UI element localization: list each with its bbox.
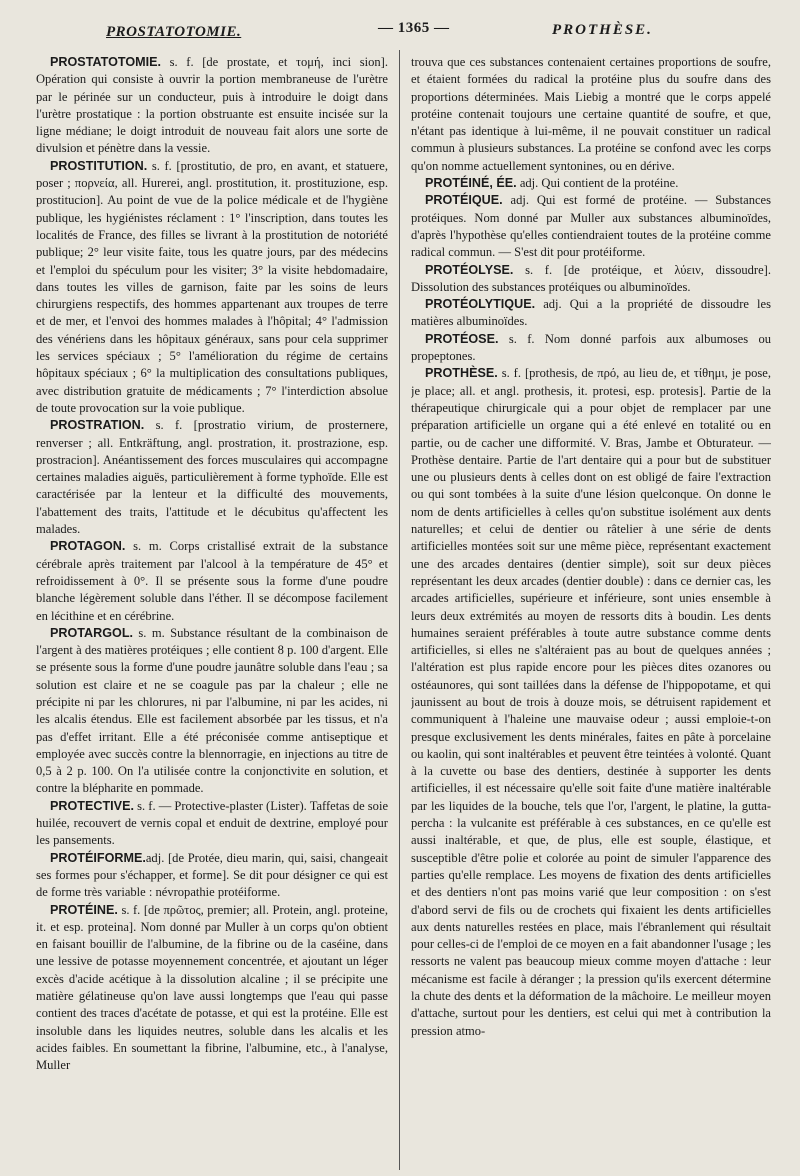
entry-headword: PROTÉINÉ, ÉE. (425, 176, 517, 191)
entry-headword: PROTARGOL. (50, 625, 134, 640)
column-divider (399, 50, 400, 1170)
entry-headword: PROSTATOTOMIE. (50, 55, 162, 69)
continuation-paragraph: trouva que ces substances contenaient certaines proportions de soufre, et étaient formées du radical la protéine plus du soufre dans des proportions déterminées. Mais Liebig a montré que le corps appelé protéine contenait toujours une certaine quantité de soufre, et que, n'étant pas identique à lui-même, il ne pouvait constituer un radical commun à plusieurs substances. La protéine se confond avec les corps qu'on nomme actuellement syntonines, ou en dérive. (411, 55, 771, 173)
entry-text: s. f. [prostitutio, de pro, en avant, et statuere, poser ; πορνεία, all. Hurerei, angl. prostitution, it. prostituzione, esp. prostitucion]. Au point de vue de la police médicale et de l'hygiène publique, les hygiénistes réclament : 1° l'inscription, dans toutes les localités de France, des filles se livrant à la prostitution de notoriété publique; 2° leur visite faite, tous les quatre jours, par des médecins et l'emploi du spéculum pour les visiter; 3° la visite hebdomadaire, dans toutes les villes de garnison, faite par les soins de leurs chirurgiens respectifs, des hommes appartenant aux troupes de terre et de mer, et l'envoi des hommes malades à l'hôpital; 4° l'admission des vénériens dans les hôpitaux généraux, sans pour cela supprimer les services spéciaux ; 5° l'amélioration du régime de certains hôpitaux spéciaux ; 6° la multiplication des consultations publiques, avec distribution gratuite de médicaments ; 7° l'interdiction absolue de toute provocation sur la voie publique. (36, 158, 388, 415)
dictionary-entry (36, 538, 388, 624)
dictionary-entry (36, 417, 388, 538)
entry-headword: PROSTITUTION. (50, 158, 148, 173)
entry-headword: PROTÉIQUE. (425, 193, 503, 208)
dictionary-entry (36, 902, 388, 1075)
entry-text: adj. Qui est formé de protéine. — Substances protéiques. Nom donné par Muller aux substances albuminoïdes, d'après l'hypothèse qu'elles contiendraient toutes de la protéine comme radical commun. — S'est dit pour protéiforme. (411, 193, 771, 260)
entry-text: adj. Qui contient de la protéine. (516, 176, 679, 191)
entry-text: s. f. [de πρῶτος, premier; all. Protein, angl. proteine, it. et esp. proteina]. Nom donné par Muller à un corps qu'on obtient en faisant bouillir de l'albumine, de la fibrine ou de la caséine, dans une lessive de potasse moyennement concentrée, et ajoutant un léger excès d'acide acétique à la dissolution alcaline ; il se précipite une matière gélatineuse qu'on lave aussi longtemps que l'eau qui passe contient des traces d'acétate de potasse, et qui est la protéine. Elle est insoluble dans les liquides neutres, soluble dans les alcalis et les acides faibles. En soumettant la fibrine, l'albumine, etc., à l'analyse, Muller (36, 902, 388, 1073)
header-left-title: PROSTATOTOMIE. (106, 24, 242, 40)
entry-text: s. f. [de protéique, et λύειν, dissoudre]. Dissolution des substances protéiques ou albuminoïdes. (411, 262, 771, 294)
dictionary-entry (411, 331, 771, 366)
dictionary-entry (411, 262, 771, 297)
entry-headword: PROTECTIVE. (50, 798, 134, 813)
header-right-title: PROTHÈSE. (552, 22, 653, 38)
dictionary-entry (411, 296, 771, 331)
entry-text: s. m. Substance résultant de la combinaison de l'argent à des matières protéiques ; elle contient 8 p. 100 d'argent. Elle se présente sous la forme d'une poudre jaunâtre soluble dans l'eau ; sa solution est claire et ne se coagule pas par la chaleur ; elle ne précipite ni par les chlorures, ni par l'albumine, ni par les acides, ni les alcalis étendus. Elle est facilement absorbée par les tissus, et n'a pas d'effet irritant. Elle a été préconisée comme antiseptique et employée avec succès contre la blennorragie, en injections au titre de 0,5 à 2 p. 100. On l'a utilisée contre la conjonctivite en solution, et contre la blépharite en pommade. (36, 625, 388, 796)
entry-headword: PROTÉINE. (50, 902, 118, 917)
entry-text: s. f. Nom donné parfois aux albumoses ou propeptones. (411, 331, 771, 364)
dictionary-entry (36, 798, 388, 850)
right-column (411, 54, 771, 1166)
entry-headword: PROTÉOLYTIQUE. (425, 297, 536, 312)
dictionary-entry (411, 175, 771, 192)
entry-headword: PROTHÈSE. (425, 366, 498, 381)
dictionary-entry (411, 365, 771, 1040)
page-number: — 1365 — (378, 20, 450, 36)
dictionary-entry (36, 158, 388, 417)
entry-headword: PROTÉOLYSE. (425, 262, 514, 277)
entry-headword: PROTAGON. (50, 539, 126, 554)
dictionary-entry (36, 850, 388, 902)
entry-text: s. f. [prostratio virium, de prosternere, renverser ; all. Entkräftung, angl. prostration, it. prostrazione, esp. prostracion]. Anéantissement des forces musculaires qui accompagne certaines maladies aiguës, particulièrement à forme typhoïde. Elle est caractérisée par la lenteur et la difficulté des mouvements, l'abattement des traits, l'attitude et le décubitus qu'affectent les malades. (36, 418, 388, 537)
entry-text: s. f. [de prostate, et τομή, inci sion]. Opération qui consiste à ouvrir la portion membraneuse de l'urètre par le périnée sur un conducteur, puis à introduire le doigt dans l'urètre prostatique : la portion obstruante est ensuite incisée sur la ligne médiane; le doigt introduit de nouveau fait alors une sorte de divulsion et pénètre dans la vessie. (36, 55, 388, 156)
dictionary-entry (411, 192, 771, 261)
dictionary-entry (36, 54, 388, 158)
running-header (0, 18, 800, 46)
entry-headword: PROTÉOSE. (425, 331, 499, 346)
entry-headword: PROTÉIFORME. (50, 850, 146, 865)
entry-text: s. m. Corps cristallisé extrait de la substance cérébrale après traitement par l'alcool à la température de 45° et refroidissement à 0°. Il se présente sous la forme d'une poudre blanche légèrement soluble dans l'éther. Il se décompose facilement en lécithine et en cérébrine. (36, 539, 388, 623)
left-column (36, 54, 388, 1166)
entry-headword: PROSTRATION. (50, 418, 145, 433)
entry-text: adj. Qui a la propriété de dissoudre les matières albuminoïdes. (411, 297, 771, 329)
entry-text: s. f. [prothesis, de πρό, au lieu de, et τίθημι, je pose, je place; all. et angl. prothesis, it. protesi, esp. protesis]. Partie de la thérapeutique chirurgicale qui a pour objet de remplacer par une préparation artificielle un organe qui a été enlevé en totalité ou en partie, ou de cacher une difformité. V. Bras, Jambe et Obturateur. — Prothèse dentaire. Partie de l'art dentaire qui a pour but de substituer une ou plusieurs dents à celles dont on est obligé de faire l'extraction ou qui sont tombées à la suite d'une lésion quelconque. On donne le nom de dents artificielles à celles qu'on substitue isolément aux dents naturelles; et celui de dentier ou râtelier à une série de dents artificielles montées soit sur une même pièce, représentant exactement une des arcades dentaires (dentier simple), soit sur deux pièces représentant les deux arcades (dentier double) : dans ce dernier cas, les arcades artificielles, supérieure et inférieure, sont unies ensemble à leurs deux extrémités au moyen de ressorts dits à boudin. Les dents humaines seraient préférables à toute autre substance comme dents artificielles, si elles ne s'altéraient pas au bout de quelques années ; l'altération est plus rapide encore pour les pièces dites ozanores ou ostéaunores, qui sont taillées dans la défense de l'hippopotame, et qui jaunissent au bout de trois à douze mois, se détruisent rapidement et communiquent à l'haleine une mauvaise odeur ; aussi emploie-t-on presque exclusivement les dents minérales, faites en pâte à porcelaine ou kaolin, qui sont inaltérables et peuvent être teintées à volonté. Quant à la cuvette ou base des dentiers, destinée à supporter les dents artificielles, il est nécessaire qu'elle soit faite d'une matière inaltérable par les liquides de la bouche, tels que l'or, l'argent, le platine, la gutta-percha : la vulcanite est préférable à ces substances, en ce qu'elle est aussi inaltérable, et que, de plus, elle est souple, élastique, et susceptible d'être polie et colorée au point de simuler l'apparence des parties qu'elle remplace. Les moyens de fixation des dents artificielles et des dentiers n'ont pas moins varié que leur composition : on s'est d'abord servi de fils ou de crochets qui fixaient les dents artificielles aux dents naturelles restées en place, mais l'ébranlement qui résultait pour celles-ci de l'emploi de ce moyen en a fait abandonner l'usage ; les ressorts ne valent pas beaucoup mieux comme moyen d'attache : leur mécanisme est facile à déranger ; la pression qu'ils exercent détermine la chute des dents et la déformation de la mâchoire. Le meilleur moyen d'attache, surtout pour les dentiers, est celui qui met à contribution la pression atmo- (411, 366, 771, 1038)
dictionary-entry (36, 625, 388, 798)
entry-text: adj. [de Protée, dieu marin, qui, saisi, changeait ses formes pour s'échapper, et forme]. Se dit pour désigner ce qui est de forme très variable : névropathie protéiforme. (36, 850, 388, 900)
entry-text: s. f. — Protective-plaster (Lister). Taffetas de soie huilée, recouvert de vernis copal et enduit de dextrine, employé pour les pansements. (36, 798, 388, 848)
